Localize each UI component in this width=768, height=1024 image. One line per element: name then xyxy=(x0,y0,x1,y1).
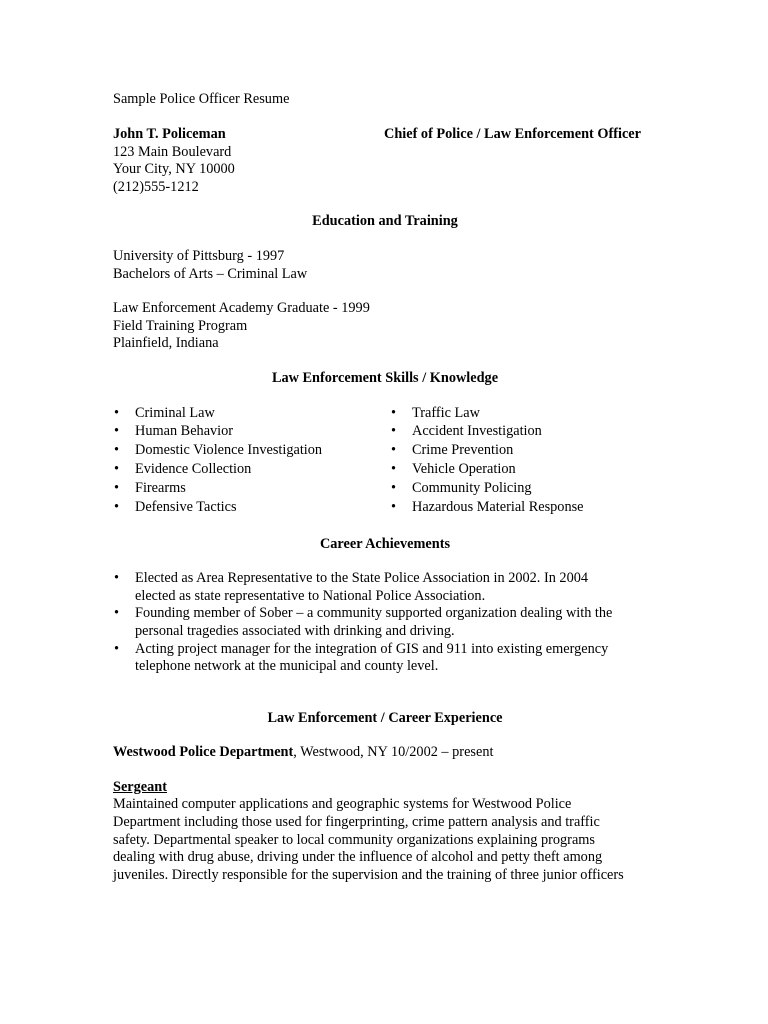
document-title: Sample Police Officer Resume xyxy=(113,91,290,107)
skill-item: • Defensive Tactics xyxy=(114,498,237,515)
bullet-icon: • xyxy=(391,442,397,459)
job-role: Sergeant xyxy=(113,778,167,795)
education-entry: University of Pittsburg - 1997 xyxy=(113,247,285,264)
achievement-item: • Founding member of Sober – a community supported organization dealing with the personal tragedies associated with drinking and driving. xyxy=(114,605,613,639)
skills-column-right xyxy=(390,405,584,518)
experience-heading: Law Enforcement / Career Experience xyxy=(267,709,503,726)
bullet-icon: • xyxy=(391,423,397,440)
phone-number: (212)555-1212 xyxy=(113,178,199,195)
achievements-list xyxy=(113,570,673,676)
education-entry: Plainfield, Indiana xyxy=(113,335,219,352)
education-entry: Bachelors of Arts – Criminal Law xyxy=(113,265,308,282)
bullet-icon: • xyxy=(391,461,397,478)
skill-item: • Traffic Law xyxy=(391,404,480,421)
bullet-icon: • xyxy=(391,498,397,515)
bullet-icon: • xyxy=(114,640,120,657)
bullet-icon: • xyxy=(114,442,120,459)
bullet-icon: • xyxy=(114,498,120,515)
candidate-name: John T. Policeman xyxy=(113,125,226,142)
job-title: Chief of Police / Law Enforcement Officer xyxy=(384,125,642,142)
achievements-heading: Career Achievements xyxy=(319,535,451,552)
education-entry: Law Enforcement Academy Graduate - 1999 xyxy=(113,300,370,317)
resume-header xyxy=(113,126,673,144)
skill-item: • Accident Investigation xyxy=(391,423,542,440)
employer-details: , Westwood, NY 10/2002 – present xyxy=(293,744,494,761)
skill-item: • Human Behavior xyxy=(114,423,234,440)
skill-item: • Evidence Collection xyxy=(114,461,252,478)
skill-item: • Crime Prevention xyxy=(391,442,514,459)
achievement-item: • Elected as Area Representative to the State Police Association in 2002. In 2004 elected as state representative to National Police Association. xyxy=(114,570,589,604)
job-description-line: Department including those used for fingerprinting, crime pattern analysis and traffic xyxy=(113,814,600,831)
education-entry: Field Training Program xyxy=(113,317,248,334)
bullet-icon: • xyxy=(114,570,120,587)
skill-item: • Community Policing xyxy=(391,480,532,497)
bullet-icon: • xyxy=(114,461,120,478)
employer-name: Westwood Police Department xyxy=(113,744,294,761)
bullet-icon: • xyxy=(114,423,120,440)
employer-line xyxy=(113,744,673,762)
skill-item: • Domestic Violence Investigation xyxy=(114,442,323,459)
job-description-line: safety. Departmental speaker to local community organizations explaining programs xyxy=(113,831,595,848)
skill-item: • Firearms xyxy=(114,480,186,497)
job-description-line: Maintained computer applications and geographic systems for Westwood Police xyxy=(113,796,572,813)
bullet-icon: • xyxy=(114,404,120,421)
skill-item: • Vehicle Operation xyxy=(391,461,516,478)
skill-item: • Hazardous Material Response xyxy=(391,498,584,515)
skills-column-left xyxy=(113,405,322,518)
address-line-2: Your City, NY 10000 xyxy=(113,161,235,178)
job-description-line: juveniles. Directly responsible for the supervision and the training of three junior officers xyxy=(113,866,624,883)
bullet-icon: • xyxy=(114,605,120,622)
achievement-item: • Acting project manager for the integration of GIS and 911 into existing emergency telephone network at the municipal and county level. xyxy=(114,640,609,675)
skill-item: • Criminal Law xyxy=(114,404,215,421)
job-description-line: dealing with drug abuse, driving under the influence of alcohol and petty theft among xyxy=(113,849,603,866)
address-line-1: 123 Main Boulevard xyxy=(113,143,232,160)
bullet-icon: • xyxy=(391,480,397,497)
resume-content xyxy=(113,91,673,884)
skills-heading: Law Enforcement Skills / Knowledge xyxy=(271,369,499,386)
bullet-icon: • xyxy=(114,480,120,497)
skills-list xyxy=(113,405,673,519)
education-heading: Education and Training xyxy=(312,213,458,230)
bullet-icon: • xyxy=(391,404,397,421)
